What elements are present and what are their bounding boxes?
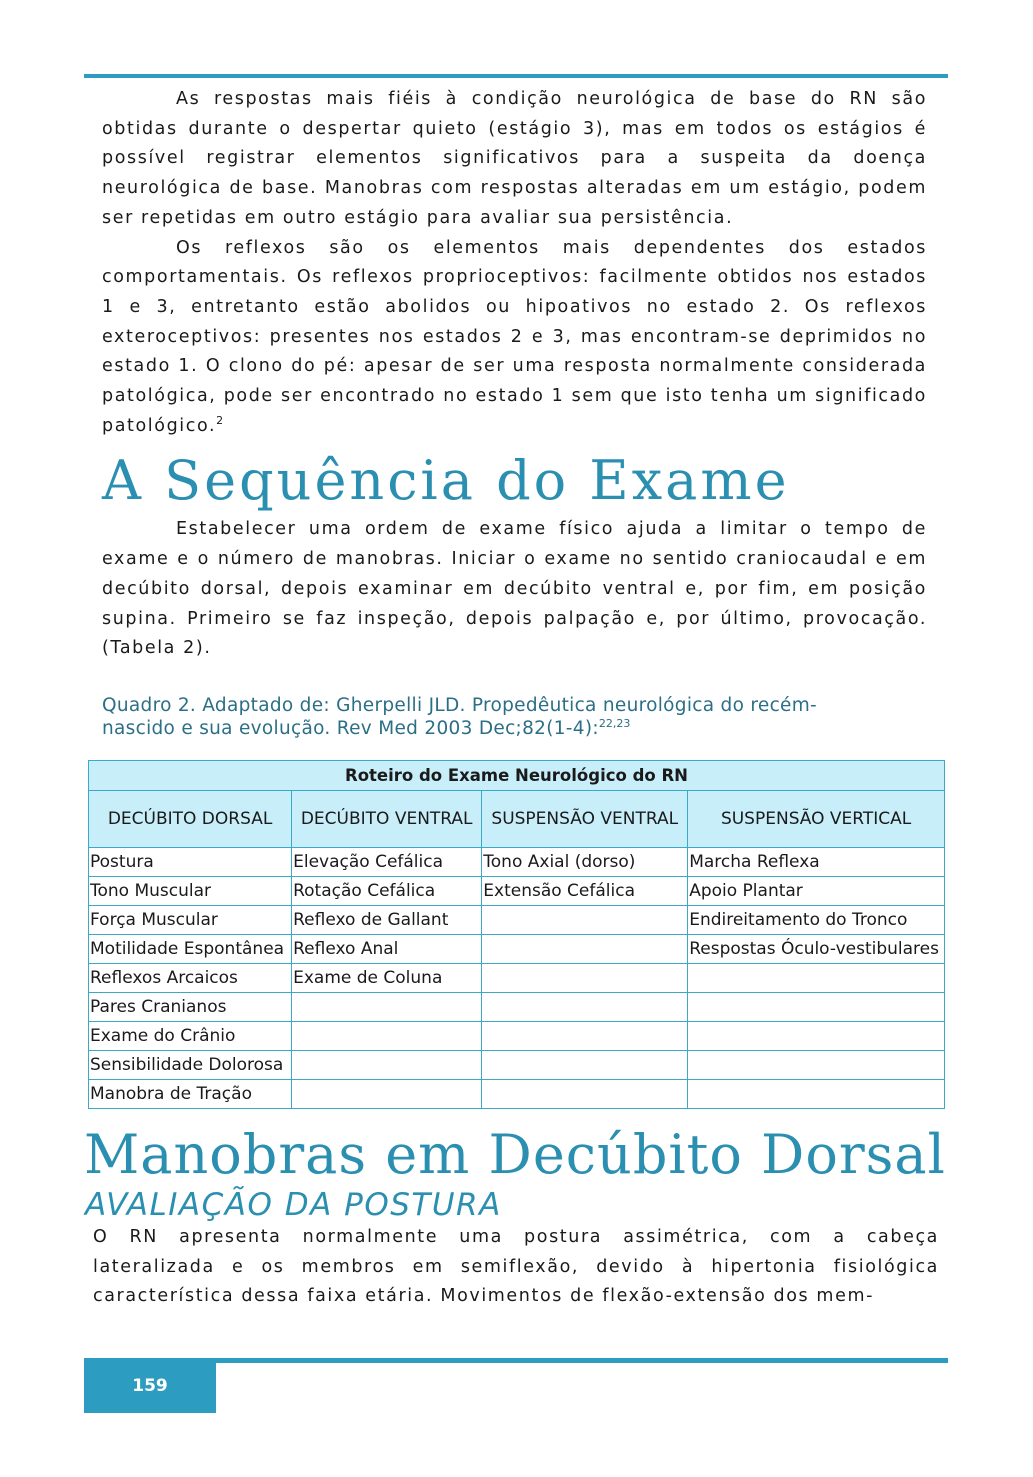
table-cell: Exame de Coluna: [292, 963, 482, 992]
table-cell: Extensão Cefálica: [482, 876, 688, 905]
table-cell: Força Muscular: [89, 905, 292, 934]
column-header: SUSPENSÃO VENTRAL: [482, 790, 688, 847]
table-cell: Marcha Reflexa: [688, 847, 945, 876]
paragraph-2: Os reflexos são os elementos mais dependentes dos estados comportamentais. Os reflexos proprioceptivos: facilmente obtidos nos estados 1 e 3, entretanto estão abolidos ou hipoativos no estado 2. Os reflexos exteroceptivos: presentes nos estados 2 e 3, mas encontram-se deprimidos no estado 1. O clono do pé: apesar de ser uma resposta normalmente considerada patológica, pode ser encontrado no estado 1 sem que isto tenha um significado patológico.$^2$: [102, 237, 927, 436]
table-cell: Tono Muscular: [89, 876, 292, 905]
table-cell: Elevação Cefálica: [292, 847, 482, 876]
table-cell: [688, 1021, 945, 1050]
top-rule: [84, 74, 948, 78]
table-caption: Quadro 2. Adaptado de: Gherpelli JLD. Propedêutica neurológica do recém-nascido e sua evolução. Rev Med 2003 Dec;82(1-4):$^{22,23}$: [102, 694, 818, 739]
table-cell: Manobra de Tração: [89, 1079, 292, 1108]
table-row: [89, 934, 945, 963]
table-cell: Respostas Óculo-vestibulares: [688, 934, 945, 963]
table-cell: Pares Cranianos: [89, 992, 292, 1021]
table-cell: Motilidade Espontânea: [89, 934, 292, 963]
table-row: [89, 1050, 945, 1079]
table-cell: Endireitamento do Tronco: [688, 905, 945, 934]
subheading: AVALIAÇÃO DA POSTURA: [85, 1186, 502, 1223]
table-cell: [482, 1050, 688, 1079]
table-cell: [482, 905, 688, 934]
table-cell: Reflexos Arcaicos: [89, 963, 292, 992]
section-heading: A Sequência do Exame: [102, 449, 790, 513]
table-cell: Rotação Cefálica: [292, 876, 482, 905]
table-cell: Apoio Plantar: [688, 876, 945, 905]
table-cell: Reflexo Anal: [292, 934, 482, 963]
table-row: [89, 876, 945, 905]
paragraph-1: As respostas mais fiéis à condição neurológica de base do RN são obtidas durante o despertar quieto (estágio 3), mas em todos os estágios é possível registrar elementos significativos para a suspeita da doença neurológica de base. Manobras com respostas alteradas em um estágio, podem ser repetidas em outro estágio para avaliar sua persistência.: [102, 89, 927, 228]
table-row: [89, 963, 945, 992]
table-cell: [688, 1050, 945, 1079]
table-cell: [688, 1079, 945, 1108]
table-cell: [482, 1079, 688, 1108]
table-cell: [688, 963, 945, 992]
table-cell: [292, 1079, 482, 1108]
footnote-ref: 2: [216, 413, 224, 427]
table-row: [89, 847, 945, 876]
page-content: [0, 85, 1033, 1312]
column-header: DECÚBITO VENTRAL: [292, 790, 482, 847]
table-cell: Tono Axial (dorso): [482, 847, 688, 876]
table-cell: [482, 963, 688, 992]
column-header: SUSPENSÃO VERTICAL: [688, 790, 945, 847]
table-cell: [482, 934, 688, 963]
table-cell: [688, 992, 945, 1021]
paragraph-4: O RN apresenta normalmente uma postura assimétrica, com a cabeça lateralizada e os membros em semiflexão, devido à hipertonia fisiológica característica dessa faixa etária. Movimentos de flexão-extensão dos mem-: [93, 1226, 939, 1307]
table-cell: [482, 992, 688, 1021]
table-row: [89, 992, 945, 1021]
table-cell: [482, 1021, 688, 1050]
table-cell: [292, 1021, 482, 1050]
section-heading-2: Manobras em Decúbito Dorsal: [84, 1122, 946, 1186]
table-cell: [292, 992, 482, 1021]
paragraph-3: Estabelecer uma ordem de exame físico ajuda a limitar o tempo de exame e o número de manobras. Iniciar o exame no sentido craniocaudal e em decúbito dorsal, depois examinar em decúbito ventral e, por fim, em posição supina. Primeiro se faz inspeção, depois palpação e, por último, provocação. (Tabela 2).: [102, 519, 927, 659]
table-cell: Exame do Crânio: [89, 1021, 292, 1050]
table-cell: [292, 1050, 482, 1079]
table-row: [89, 1021, 945, 1050]
exam-table: [88, 760, 945, 1109]
table-title: Roteiro do Exame Neurológico do RN: [89, 760, 945, 790]
column-header: DECÚBITO DORSAL: [89, 790, 292, 847]
table-row: [89, 1079, 945, 1108]
table-cell: Reflexo de Gallant: [292, 905, 482, 934]
table-cell: Postura: [89, 847, 292, 876]
page-number: 159: [84, 1358, 216, 1413]
table-row: [89, 905, 945, 934]
table-cell: Sensibilidade Dolorosa: [89, 1050, 292, 1079]
